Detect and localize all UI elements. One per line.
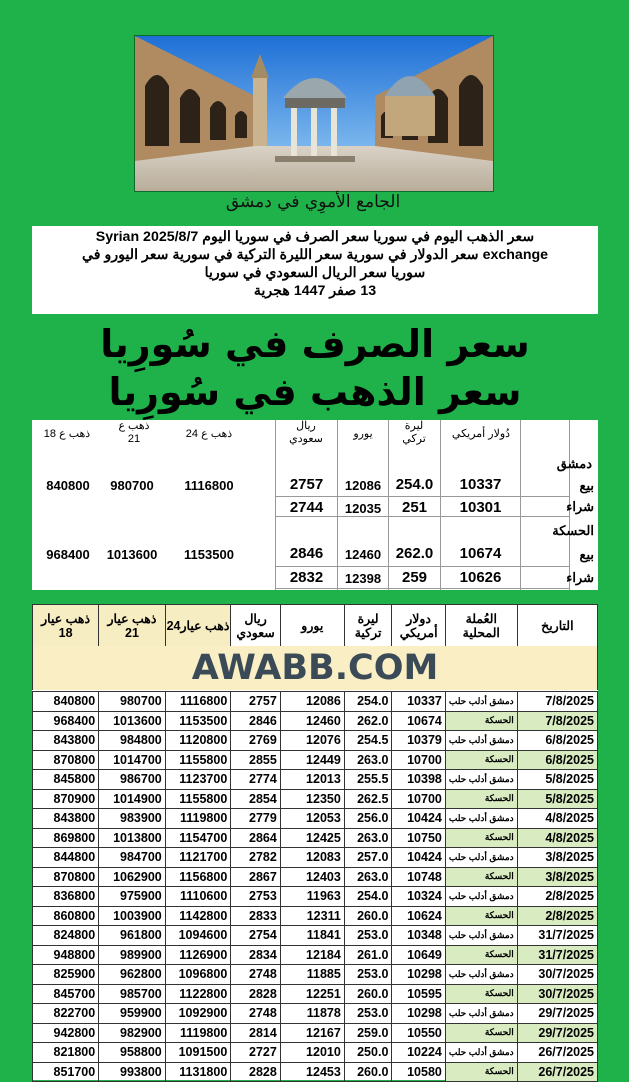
cell-gold24: 1092900	[165, 1004, 231, 1024]
cell-gold24: 1155800	[165, 750, 231, 770]
hdr-lira	[389, 420, 439, 446]
cell-gold24: 1096800	[165, 965, 231, 985]
cell-riyal: 2748	[231, 965, 281, 985]
cell-date: 30/7/2025	[517, 965, 597, 985]
cell-date: 4/8/2025	[517, 828, 597, 848]
cell-currency: دمشق أدلب حلب	[445, 809, 517, 829]
cell-currency: الحسكة	[445, 1062, 517, 1082]
hdr-lira-l2: تركي	[402, 433, 426, 445]
has-gold18: 968400	[46, 547, 90, 562]
cell-euro: 12167	[280, 1023, 344, 1043]
table-row	[33, 1023, 598, 1043]
cell-gold18: 843800	[33, 731, 99, 751]
cell-currency: دمشق أدلب حلب	[445, 887, 517, 907]
table-row	[33, 906, 598, 926]
cell-gold21: 986700	[99, 770, 166, 790]
hdr-euro: يورو	[353, 428, 373, 440]
label-sell-damascus: بيع	[579, 478, 594, 493]
cell-gold24: 1123700	[165, 770, 231, 790]
cell-lira: 257.0	[344, 848, 392, 868]
cell-riyal: 2748	[231, 1004, 281, 1024]
cell-gold18: 942800	[33, 1023, 99, 1043]
table-row	[33, 770, 598, 790]
cell-currency: الحسكة	[445, 867, 517, 887]
col-euro: يورو	[280, 605, 344, 647]
cell-lira: 260.0	[344, 984, 392, 1004]
cell-gold24: 1116800	[165, 692, 231, 712]
cell-gold18: 869800	[33, 828, 99, 848]
cell-gold18: 821800	[33, 1043, 99, 1063]
cell-dollar: 10700	[392, 750, 445, 770]
table-row	[33, 828, 598, 848]
has-buy-lira: 259	[401, 569, 428, 586]
dam-sell-riyal: 2757	[289, 476, 324, 493]
cell-dollar: 10337	[392, 692, 445, 712]
cell-gold24: 1131800	[165, 1062, 231, 1082]
cell-dollar: 10224	[392, 1043, 445, 1063]
cell-gold18: 822700	[33, 1004, 99, 1024]
cell-riyal: 2828	[231, 984, 281, 1004]
hdr-riyal-l2: سعودي	[289, 433, 323, 445]
cell-riyal: 2753	[231, 887, 281, 907]
table-row	[33, 867, 598, 887]
cell-dollar: 10424	[392, 809, 445, 829]
cell-gold18: 845800	[33, 770, 99, 790]
cell-riyal: 2854	[231, 789, 281, 809]
cell-euro: 12403	[280, 867, 344, 887]
cell-dollar: 10750	[392, 828, 445, 848]
hdr-gold21-l1: ذهب ع	[118, 420, 150, 432]
cell-dollar: 10398	[392, 770, 445, 790]
table-row	[33, 711, 598, 731]
cell-gold18: 824800	[33, 926, 99, 946]
cell-date: 7/8/2025	[517, 711, 597, 731]
cell-lira: 254.0	[344, 887, 392, 907]
cell-currency: الحسكة	[445, 789, 517, 809]
cell-gold24: 1119800	[165, 1023, 231, 1043]
cell-gold24: 1121700	[165, 848, 231, 868]
cell-gold18: 870800	[33, 867, 99, 887]
col-currency: العُملة المحلية	[445, 605, 517, 647]
cell-euro: 11963	[280, 887, 344, 907]
cell-date: 7/8/2025	[517, 692, 597, 712]
cell-riyal: 2757	[231, 692, 281, 712]
cell-gold18: 968400	[33, 711, 99, 731]
cell-gold18: 870900	[33, 789, 99, 809]
table-row	[33, 926, 598, 946]
hdr-gold21-l2: 21	[127, 433, 141, 445]
cell-gold21: 993800	[99, 1062, 166, 1082]
cell-dollar: 10595	[392, 984, 445, 1004]
cell-date: 31/7/2025	[517, 945, 597, 965]
hdr-lira-l1: ليرة	[404, 420, 424, 432]
cell-gold18: 840800	[33, 692, 99, 712]
cell-currency: دمشق أدلب حلب	[445, 965, 517, 985]
cell-dollar: 10298	[392, 965, 445, 985]
cell-lira: 262.5	[344, 789, 392, 809]
cell-gold21: 982900	[99, 1023, 166, 1043]
cell-gold21: 989900	[99, 945, 166, 965]
cell-euro: 12076	[280, 731, 344, 751]
info-line-1: سعر الذهب اليوم في سوريا سعر الصرف في سوريا اليوم Syrian 2025/8/7	[95, 229, 535, 245]
cell-euro: 12013	[280, 770, 344, 790]
cell-currency: دمشق أدلب حلب	[445, 731, 517, 751]
cell-currency: الحسكة	[445, 945, 517, 965]
label-sell-hasakah: بيع	[579, 547, 594, 562]
cell-gold18: 844800	[33, 848, 99, 868]
cell-euro: 12350	[280, 789, 344, 809]
cell-lira: 260.0	[344, 906, 392, 926]
cell-gold21: 975900	[99, 887, 166, 907]
cell-gold18: 851700	[33, 1062, 99, 1082]
cell-currency: دمشق أدلب حلب	[445, 848, 517, 868]
cell-lira: 261.0	[344, 945, 392, 965]
table-row	[33, 848, 598, 868]
city-hasakah: الحسكة	[552, 523, 594, 538]
table-row	[33, 984, 598, 1004]
col-gold24: ذهب عيار24	[165, 605, 231, 647]
table-row	[33, 750, 598, 770]
has-gold24: 1153500	[184, 547, 234, 562]
cell-lira: 260.0	[344, 1062, 392, 1082]
history-header-row	[33, 605, 598, 647]
table-row	[33, 945, 598, 965]
cell-dollar: 10624	[392, 906, 445, 926]
cell-euro: 11841	[280, 926, 344, 946]
cell-dollar: 10348	[392, 926, 445, 946]
cell-date: 2/8/2025	[517, 887, 597, 907]
cell-gold21: 958800	[99, 1043, 166, 1063]
hdr-gold18: ذهب ع 18	[43, 428, 91, 440]
label-buy-damascus: شراء	[566, 499, 594, 514]
has-buy-euro: 12398	[344, 571, 382, 586]
cell-lira: 259.0	[344, 1023, 392, 1043]
cell-date: 4/8/2025	[517, 809, 597, 829]
cell-gold24: 1091500	[165, 1043, 231, 1063]
dam-gold18: 840800	[46, 478, 90, 493]
cell-riyal: 2774	[231, 770, 281, 790]
cell-date: 29/7/2025	[517, 1023, 597, 1043]
col-gold18: ذهب عيار 18	[33, 605, 99, 647]
label-buy-hasakah: شراء	[566, 570, 594, 585]
cell-currency: الحسكة	[445, 750, 517, 770]
table-row	[33, 1043, 598, 1063]
cell-euro: 12053	[280, 809, 344, 829]
cell-gold24: 1155800	[165, 789, 231, 809]
cell-currency: دمشق أدلب حلب	[445, 926, 517, 946]
cell-euro: 12449	[280, 750, 344, 770]
cell-gold24: 1119800	[165, 809, 231, 829]
cell-euro: 12086	[280, 692, 344, 712]
info-line-4: 13 صفر 1447 هجرية	[253, 283, 377, 299]
cell-lira: 263.0	[344, 828, 392, 848]
cell-riyal: 2867	[231, 867, 281, 887]
cell-gold21: 1062900	[99, 867, 166, 887]
cell-gold21: 959900	[99, 1004, 166, 1024]
cell-lira: 255.5	[344, 770, 392, 790]
cell-date: 6/8/2025	[517, 731, 597, 751]
cell-lira: 263.0	[344, 867, 392, 887]
cell-gold24: 1156800	[165, 867, 231, 887]
cell-dollar: 10424	[392, 848, 445, 868]
cell-lira: 263.0	[344, 750, 392, 770]
dam-buy-euro: 12035	[344, 501, 382, 516]
cell-riyal: 2782	[231, 848, 281, 868]
info-line-3: سوريا سعر الريال السعودي في سوريا	[204, 265, 426, 281]
photo-caption: الجامع الأموِي في دمشق	[225, 192, 401, 212]
has-gold21: 1013600	[106, 547, 158, 562]
cell-dollar: 10324	[392, 887, 445, 907]
cell-currency: دمشق أدلب حلب	[445, 692, 517, 712]
cell-currency: الحسكة	[445, 828, 517, 848]
cell-currency: دمشق أدلب حلب	[445, 1043, 517, 1063]
hdr-gold21	[104, 420, 164, 446]
cell-gold21: 962800	[99, 965, 166, 985]
table-row	[33, 731, 598, 751]
cell-date: 26/7/2025	[517, 1043, 597, 1063]
cell-dollar: 10580	[392, 1062, 445, 1082]
hdr-gold24: ذهب ع 24	[185, 428, 233, 440]
umayyad-mosque-photo	[134, 35, 494, 192]
has-sell-dollar: 10674	[459, 545, 502, 562]
cell-gold18: 948800	[33, 945, 99, 965]
cell-gold21: 984800	[99, 731, 166, 751]
cell-gold21: 1014700	[99, 750, 166, 770]
cell-gold21: 961800	[99, 926, 166, 946]
cell-gold18: 870800	[33, 750, 99, 770]
dam-sell-euro: 12086	[344, 478, 382, 493]
cell-euro: 12425	[280, 828, 344, 848]
cell-gold24: 1094600	[165, 926, 231, 946]
cell-gold21: 1013800	[99, 828, 166, 848]
cell-date: 5/8/2025	[517, 770, 597, 790]
hdr-dollar: دُولار أمريكي	[451, 428, 511, 440]
table-row	[33, 789, 598, 809]
cell-gold24: 1142800	[165, 906, 231, 926]
city-damascus: دمشق	[556, 456, 592, 471]
cell-euro: 12311	[280, 906, 344, 926]
cell-date: 26/7/2025	[517, 1062, 597, 1082]
cell-lira: 253.0	[344, 1004, 392, 1024]
dam-buy-dollar: 10301	[459, 499, 502, 516]
col-lira: ليرة تركية	[344, 605, 392, 647]
headline-exchange: سعر الصرف في سُورِيا	[100, 322, 530, 366]
cell-date: 2/8/2025	[517, 906, 597, 926]
cell-dollar: 10649	[392, 945, 445, 965]
cell-gold18: 860800	[33, 906, 99, 926]
cell-currency: دمشق أدلب حلب	[445, 770, 517, 790]
cell-gold18: 845700	[33, 984, 99, 1004]
cell-riyal: 2754	[231, 926, 281, 946]
cell-riyal: 2769	[231, 731, 281, 751]
cell-gold24: 1122800	[165, 984, 231, 1004]
cell-euro: 12083	[280, 848, 344, 868]
cell-riyal: 2864	[231, 828, 281, 848]
has-sell-riyal: 2846	[289, 545, 324, 562]
cell-euro: 12010	[280, 1043, 344, 1063]
cell-gold18: 843800	[33, 809, 99, 829]
cell-riyal: 2727	[231, 1043, 281, 1063]
cell-riyal: 2833	[231, 906, 281, 926]
table-row	[33, 1062, 598, 1082]
has-buy-dollar: 10626	[459, 569, 502, 586]
cell-dollar: 10700	[392, 789, 445, 809]
dam-gold24: 1116800	[184, 478, 234, 493]
info-box	[32, 226, 598, 314]
cell-gold24: 1120800	[165, 731, 231, 751]
dam-sell-dollar: 10337	[459, 476, 502, 493]
col-dollar: دولار أمريكي	[392, 605, 445, 647]
headline-gold: سعر الذهب في سُورِيا	[108, 370, 522, 414]
cell-currency: دمشق أدلب حلب	[445, 1004, 517, 1024]
current-prices-panel	[32, 420, 598, 590]
cell-euro: 11885	[280, 965, 344, 985]
cell-currency: الحسكة	[445, 906, 517, 926]
cell-dollar: 10298	[392, 1004, 445, 1024]
cell-gold24: 1153500	[165, 711, 231, 731]
cell-euro: 12184	[280, 945, 344, 965]
col-riyal: ريال سعودي	[231, 605, 281, 647]
cell-lira: 250.0	[344, 1043, 392, 1063]
cell-lira: 254.5	[344, 731, 392, 751]
cell-dollar: 10550	[392, 1023, 445, 1043]
cell-lira: 262.0	[344, 711, 392, 731]
cell-riyal: 2814	[231, 1023, 281, 1043]
cell-gold18: 836800	[33, 887, 99, 907]
cell-gold21: 984700	[99, 848, 166, 868]
table-row	[33, 965, 598, 985]
col-gold21: ذهب عيار 21	[99, 605, 166, 647]
table-row	[33, 809, 598, 829]
cell-gold21: 985700	[99, 984, 166, 1004]
cell-gold18: 825900	[33, 965, 99, 985]
cell-date: 3/8/2025	[517, 848, 597, 868]
col-date: التاريخ	[517, 605, 597, 647]
cell-lira: 256.0	[344, 809, 392, 829]
cell-gold24: 1110600	[165, 887, 231, 907]
cell-dollar: 10379	[392, 731, 445, 751]
table-row	[33, 692, 598, 712]
cell-euro: 12453	[280, 1062, 344, 1082]
cell-riyal: 2846	[231, 711, 281, 731]
cell-riyal: 2828	[231, 1062, 281, 1082]
cell-gold21: 983900	[99, 809, 166, 829]
cell-lira: 254.0	[344, 692, 392, 712]
cell-riyal: 2855	[231, 750, 281, 770]
cell-lira: 253.0	[344, 926, 392, 946]
dam-buy-lira: 251	[401, 499, 428, 516]
table-row	[33, 1004, 598, 1024]
cell-date: 3/8/2025	[517, 867, 597, 887]
awabb-banner: AWABB.COM	[32, 646, 598, 690]
history-table-panel	[32, 604, 598, 1080]
cell-lira: 253.0	[344, 965, 392, 985]
cell-riyal: 2834	[231, 945, 281, 965]
cell-gold24: 1126900	[165, 945, 231, 965]
has-sell-lira: 262.0	[395, 545, 434, 562]
cell-euro: 12460	[280, 711, 344, 731]
cell-date: 5/8/2025	[517, 789, 597, 809]
has-buy-riyal: 2832	[289, 569, 324, 586]
cell-date: 30/7/2025	[517, 984, 597, 1004]
cell-dollar: 10748	[392, 867, 445, 887]
hdr-riyal	[276, 420, 336, 446]
cell-euro: 11878	[280, 1004, 344, 1024]
cell-gold24: 1154700	[165, 828, 231, 848]
dam-gold21: 980700	[110, 478, 154, 493]
cell-date: 29/7/2025	[517, 1004, 597, 1024]
dam-buy-riyal: 2744	[289, 499, 324, 516]
cell-gold21: 1013600	[99, 711, 166, 731]
cell-currency: الحسكة	[445, 1023, 517, 1043]
dam-sell-lira: 254.0	[395, 476, 434, 493]
table-row	[33, 887, 598, 907]
has-sell-euro: 12460	[344, 547, 382, 562]
cell-currency: الحسكة	[445, 711, 517, 731]
cell-currency: الحسكة	[445, 984, 517, 1004]
cell-gold21: 980700	[99, 692, 166, 712]
cell-gold21: 1003900	[99, 906, 166, 926]
cell-date: 31/7/2025	[517, 926, 597, 946]
cell-gold21: 1014900	[99, 789, 166, 809]
cell-euro: 12251	[280, 984, 344, 1004]
info-line-2: exchange سعر الدولار في سورية سعر الليرة التركية في سورية سعر اليورو في	[81, 247, 549, 263]
cell-dollar: 10674	[392, 711, 445, 731]
cell-date: 6/8/2025	[517, 750, 597, 770]
hdr-riyal-l1: ريال	[296, 420, 316, 432]
cell-riyal: 2779	[231, 809, 281, 829]
